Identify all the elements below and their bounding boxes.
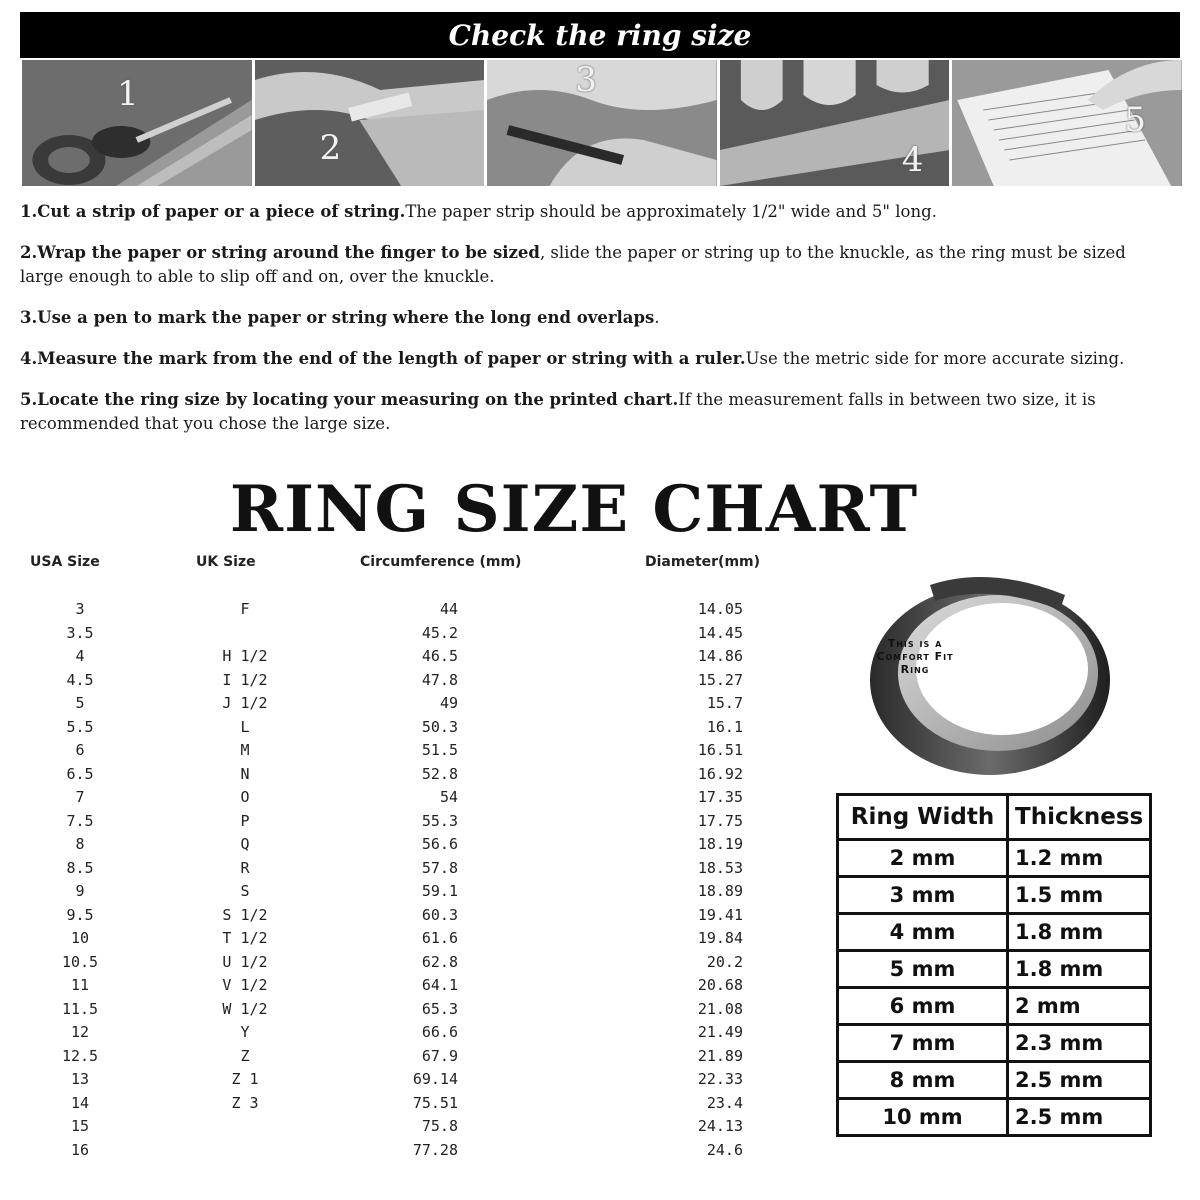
col-header-usa: USA Size	[30, 554, 100, 570]
col-header-uk: UK Size	[196, 554, 256, 570]
uk-size-cell: I 1/2	[222, 670, 268, 689]
usa-size-cell: 11	[70, 976, 90, 994]
diameter-cell: 20.2	[706, 952, 743, 971]
table-row	[838, 1099, 1151, 1136]
diameter-cell: 14.05	[697, 600, 743, 618]
ring-width-cell: 5 mm	[838, 951, 1008, 988]
usa-size-cell: 4	[75, 647, 85, 665]
usa-size-cell: 9.5	[66, 905, 94, 924]
step-photo-3	[487, 60, 717, 186]
diameter-cell: 24.6	[706, 1140, 743, 1159]
usa-size-cell: 5.5	[66, 717, 94, 736]
ring-width-table	[836, 793, 1152, 1137]
usa-size-cell: 3.5	[66, 623, 94, 642]
ring-width-cell: 7 mm	[838, 1025, 1008, 1062]
circumference-cell: 61.6	[421, 929, 458, 947]
diameter-cell: 18.53	[697, 858, 743, 877]
banner-title: Check the ring size	[448, 18, 752, 52]
col-header-ring-width: Ring Width	[838, 795, 1008, 840]
uk-size-cell: F	[240, 600, 250, 618]
table-row	[838, 914, 1151, 951]
circumference-cell: 46.5	[421, 647, 458, 665]
thickness-cell: 2.3 mm	[1008, 1025, 1151, 1062]
uk-size-cell: T 1/2	[222, 929, 268, 947]
diameter-cell: 22.33	[697, 1070, 743, 1088]
table-row	[0, 718, 800, 742]
table-row	[0, 835, 800, 859]
usa-size-cell: 15	[70, 1117, 90, 1135]
ring-size-table	[0, 600, 800, 1164]
uk-size-cell: R	[240, 858, 250, 877]
table-row	[0, 741, 800, 765]
circumference-cell: 64.1	[421, 976, 458, 994]
diameter-cell: 21.08	[697, 999, 743, 1018]
step-number-1: 1	[117, 74, 139, 114]
table-row	[0, 859, 800, 883]
thickness-cell: 1.8 mm	[1008, 914, 1151, 951]
uk-size-cell: J 1/2	[222, 694, 268, 712]
table-row	[0, 1094, 800, 1118]
pen-mark-illustration	[487, 60, 717, 186]
usa-size-cell: 14	[70, 1093, 90, 1112]
circumference-cell: 47.8	[421, 670, 458, 689]
table-row	[0, 1141, 800, 1165]
circumference-cell: 55.3	[421, 811, 458, 830]
table-row	[0, 1117, 800, 1141]
uk-size-cell: L	[240, 717, 250, 736]
circumference-cell: 51.5	[421, 741, 458, 759]
table-row	[0, 1023, 800, 1047]
col-header-diameter: Diameter(mm)	[645, 554, 761, 570]
chart-reading-illustration	[952, 60, 1182, 186]
circumference-cell: 67.9	[421, 1046, 458, 1065]
ring-label: This is a Comfort Fit Ring	[876, 637, 954, 676]
ring-width-cell: 6 mm	[838, 988, 1008, 1025]
step-number-2: 2	[319, 128, 342, 168]
table-row	[0, 1047, 800, 1071]
usa-size-cell: 10	[70, 929, 90, 947]
usa-size-cell: 3	[75, 600, 85, 618]
circumference-cell: 69.14	[412, 1070, 458, 1088]
table-row	[0, 647, 800, 671]
thickness-cell: 1.2 mm	[1008, 840, 1151, 877]
circumference-cell: 75.51	[412, 1093, 458, 1112]
uk-size-cell: Z 1	[231, 1070, 259, 1088]
table-row	[0, 600, 800, 624]
table-row	[0, 1070, 800, 1094]
usa-size-cell: 4.5	[66, 670, 94, 689]
table-row	[0, 694, 800, 718]
col-header-thickness: Thickness	[1008, 795, 1151, 840]
uk-size-cell: M	[240, 741, 250, 759]
comfort-fit-ring	[830, 565, 1120, 780]
instruction-step-5: 5.Locate the ring size by locating your measuring on the printed chart.If the measurement falls in between two size, it is recommended that you chose the large size.	[20, 390, 1096, 433]
usa-size-cell: 8.5	[66, 858, 94, 877]
ring-width-cell: 8 mm	[838, 1062, 1008, 1099]
uk-size-cell: S 1/2	[222, 905, 268, 924]
circumference-cell: 49	[439, 694, 458, 712]
instruction-step-4: 4.Measure the mark from the end of the length of paper or string with a ruler.Use the metric side for more accurate sizing.	[20, 349, 1125, 368]
uk-size-cell: U 1/2	[222, 952, 268, 971]
diameter-cell: 18.89	[697, 882, 743, 900]
diameter-cell: 16.51	[697, 741, 743, 759]
chart-title: RING SIZE CHART	[229, 472, 919, 547]
uk-size-cell: V 1/2	[222, 976, 268, 994]
instructions	[20, 200, 1170, 453]
circumference-cell: 62.8	[421, 952, 458, 971]
table-row	[0, 812, 800, 836]
uk-size-cell: Y	[240, 1023, 250, 1041]
thickness-cell: 2 mm	[1008, 988, 1151, 1025]
uk-size-cell: Z 3	[231, 1093, 259, 1112]
ring-width-cell: 10 mm	[838, 1099, 1008, 1136]
table-row	[0, 765, 800, 789]
table-row	[0, 882, 800, 906]
uk-size-cell: N	[240, 764, 250, 783]
circumference-cell: 50.3	[421, 717, 458, 736]
thickness-cell: 2.5 mm	[1008, 1099, 1151, 1136]
circumference-cell: 57.8	[421, 858, 458, 877]
thickness-cell: 1.8 mm	[1008, 951, 1151, 988]
circumference-cell: 75.8	[421, 1117, 458, 1135]
finger-wrap-illustration	[255, 60, 485, 186]
circumference-cell: 66.6	[421, 1023, 458, 1041]
diameter-cell: 20.68	[697, 976, 743, 994]
circumference-cell: 59.1	[421, 882, 458, 900]
table-row	[838, 988, 1151, 1025]
instruction-step-3: 3.Use a pen to mark the paper or string where the long end overlaps.	[20, 308, 660, 327]
table-row	[838, 951, 1151, 988]
usa-size-cell: 10.5	[61, 952, 99, 971]
table-row	[838, 1062, 1151, 1099]
usa-size-cell: 12.5	[61, 1046, 99, 1065]
table-row	[838, 877, 1151, 914]
table-row	[0, 953, 800, 977]
diameter-cell: 18.19	[697, 835, 743, 853]
usa-size-cell: 6.5	[66, 764, 94, 783]
circumference-cell: 60.3	[421, 905, 458, 924]
circumference-cell: 77.28	[412, 1140, 458, 1159]
step-number-5: 5	[1124, 100, 1147, 140]
usa-size-cell: 11.5	[61, 999, 99, 1018]
step-photos	[22, 60, 1182, 186]
usa-size-cell: 7.5	[66, 811, 94, 830]
diameter-cell: 21.49	[697, 1023, 743, 1041]
table-row	[0, 671, 800, 695]
diameter-cell: 19.41	[697, 905, 743, 924]
thickness-cell: 2.5 mm	[1008, 1062, 1151, 1099]
table-row	[0, 976, 800, 1000]
usa-size-cell: 7	[75, 788, 85, 806]
table-row	[0, 624, 800, 648]
table-row	[838, 1025, 1151, 1062]
thickness-cell: 1.5 mm	[1008, 877, 1151, 914]
step-photo-1	[22, 60, 252, 186]
ring-width-cell: 2 mm	[838, 840, 1008, 877]
diameter-cell: 16.1	[706, 717, 743, 736]
instruction-step-1: 1.Cut a strip of paper or a piece of string.The paper strip should be approximately 1/2" wide and 5" long.	[20, 202, 937, 221]
step-number-4: 4	[901, 140, 924, 180]
usa-size-cell: 8	[75, 835, 85, 853]
circumference-cell: 45.2	[421, 623, 458, 642]
step-photo-5	[952, 60, 1182, 186]
usa-size-cell: 5	[75, 694, 85, 712]
diameter-cell: 15.27	[697, 670, 743, 689]
diameter-cell: 19.84	[697, 929, 743, 947]
step-number-3: 3	[575, 60, 597, 100]
ring-width-cell: 3 mm	[838, 877, 1008, 914]
col-header-circumference: Circumference (mm)	[360, 554, 522, 570]
table-row	[0, 1000, 800, 1024]
diameter-cell: 23.4	[706, 1093, 743, 1112]
uk-size-cell: P	[240, 811, 250, 830]
usa-size-cell: 16	[70, 1140, 90, 1159]
uk-size-cell: H 1/2	[222, 647, 268, 665]
diameter-cell: 14.86	[697, 647, 743, 665]
uk-size-cell: W 1/2	[222, 999, 268, 1018]
step-photo-4	[720, 60, 950, 186]
page-banner	[20, 12, 1180, 58]
table-row	[0, 906, 800, 930]
usa-size-cell: 6	[75, 741, 85, 759]
diameter-cell: 16.92	[697, 764, 743, 783]
circumference-cell: 52.8	[421, 764, 458, 783]
table-row	[0, 929, 800, 953]
diameter-cell: 21.89	[697, 1046, 743, 1065]
ring-width-cell: 4 mm	[838, 914, 1008, 951]
uk-size-cell: S	[240, 882, 250, 900]
circumference-cell: 44	[439, 600, 458, 618]
uk-size-cell: Q	[240, 835, 250, 853]
circumference-cell: 54	[439, 788, 458, 806]
diameter-cell: 15.7	[706, 694, 743, 712]
diameter-cell: 24.13	[697, 1117, 743, 1135]
usa-size-cell: 9	[75, 882, 85, 900]
uk-size-cell: Z	[240, 1046, 250, 1065]
usa-size-cell: 12	[70, 1023, 90, 1041]
uk-size-cell: O	[240, 788, 250, 806]
diameter-cell: 17.75	[697, 811, 743, 830]
diameter-cell: 14.45	[697, 623, 743, 642]
diameter-cell: 17.35	[697, 788, 743, 806]
table-row	[0, 788, 800, 812]
step-photo-2	[255, 60, 485, 186]
circumference-cell: 56.6	[421, 835, 458, 853]
table-row	[838, 840, 1151, 877]
instruction-step-2: 2.Wrap the paper or string around the finger to be sized, slide the paper or string up to the knuckle, as the ring must be sized large enough to able to slip off and on, over the knuckle.	[20, 243, 1126, 286]
usa-size-cell: 13	[70, 1070, 90, 1088]
circumference-cell: 65.3	[421, 999, 458, 1018]
